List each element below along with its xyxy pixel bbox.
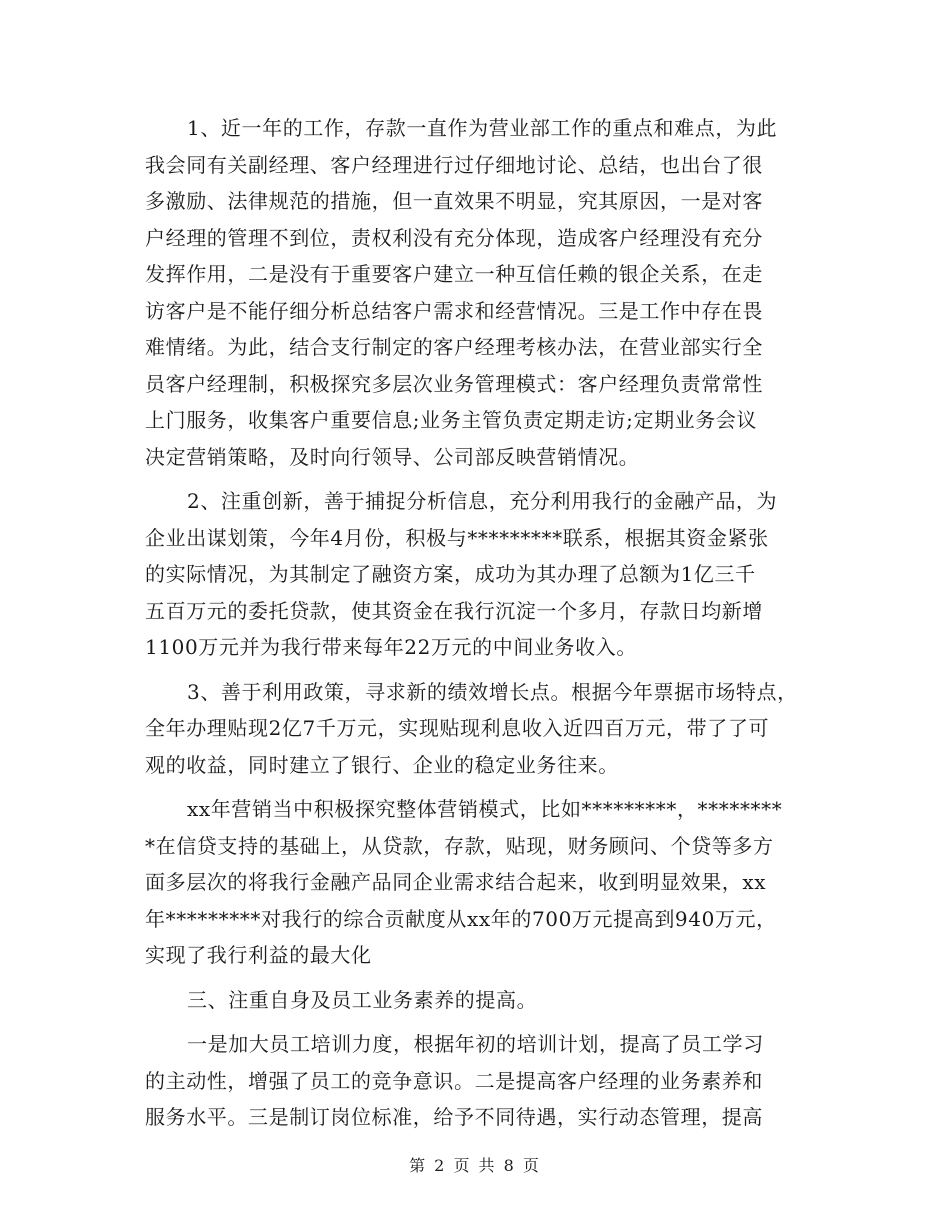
paragraph-gap: [145, 974, 825, 982]
paragraph-policy: [145, 674, 825, 784]
text-line: 企业出谋划策，今年4月份，积极与*********联系，根据其资金紧张: [145, 525, 769, 550]
text-line: 发挥作用，二是没有于重要客户建立一种互信任赖的银企关系，在走: [145, 262, 763, 286]
text-line: 3、善于利用政策，寻求新的绩效增长点。根据今年票据市场特点，: [187, 679, 798, 704]
paragraph-staff-training: [145, 1026, 825, 1136]
paragraph-deposit-work: [145, 110, 825, 475]
text-line: 1100万元并为我行带来每年22万元的中间业务收入。: [145, 635, 637, 659]
text-line: 观的收益，同时建立了银行、企业的稳定业务往来。: [145, 752, 619, 777]
paragraph-marketing-model: [145, 791, 825, 974]
text-line: 年*********对我行的综合贡献度从xx年的700万元提高到940万元，: [145, 906, 777, 931]
text-line: 服务水平。三是制订岗位标准，给予不同待遇，实行动态管理，提高: [145, 1105, 763, 1129]
section-heading-staff-quality: [145, 982, 825, 1019]
paragraph-gap: [145, 1018, 825, 1026]
text-line: 全年办理贴现2亿7千万元，实现贴现利息收入近四百万元，带了了可: [145, 716, 770, 740]
text-line: 我会同有关副经理、客户经理进行过仔细地讨论、总结，也出台了很: [145, 152, 763, 177]
text-line: 的主动性，增强了员工的竞争意识。二是提高客户经理的业务素养和: [145, 1068, 763, 1093]
page-number-footer: 第 2 页 共 8 页: [409, 1156, 541, 1175]
text-line: 上门服务，收集客户重要信息;业务主管负责定期走访;定期业务会议: [145, 408, 758, 432]
text-line: 多激励、法律规范的措施，但一直效果不明显，究其原因，一是对客: [145, 189, 763, 213]
document-body: [145, 110, 825, 1136]
text-line: 的实际情况，为其制定了融资方案，成功为其办理了总额为1亿三千: [145, 562, 756, 586]
section-heading: 三、注重自身及员工业务素养的提高。: [187, 987, 538, 1012]
text-line: 1、近一年的工作，存款一直作为营业部工作的重点和难点，为此: [187, 116, 778, 140]
text-line: 户经理的管理不到位，责权利没有充分体现，造成客户经理没有充分: [145, 225, 763, 250]
paragraph-gap: [145, 783, 825, 791]
text-line: 访客户是不能仔细分析总结客户需求和经营情况。三是工作中存在畏: [145, 298, 763, 323]
text-line: 员客户经理制，积极探究多层次业务管理模式：客户经理负责常常性: [145, 371, 763, 396]
paragraph-innovation: [145, 483, 825, 666]
text-line: 五百万元的委托贷款，使其资金在我行沉淀一个多月，存款日均新增: [145, 598, 763, 623]
paragraph-gap: [145, 475, 825, 483]
text-line: xx年营销当中积极探究整体营销模式，比如*********，********: [187, 797, 783, 821]
text-line: 实现了我行利益的最大化: [145, 943, 372, 967]
text-line: 难情绪。为此，结合支行制定的客户经理考核办法，在营业部实行全: [145, 335, 763, 359]
text-line: *在信贷支持的基础上，从贷款，存款，贴现，财务顾问、个贷等多方: [145, 833, 774, 858]
text-line: 决定营销策略，及时向行领导、公司部反映营销情况。: [145, 444, 640, 469]
text-line: 2、注重创新，善于捕捉分析信息，充分利用我行的金融产品，为: [187, 489, 778, 513]
text-line: 面多层次的将我行金融产品同企业需求结合起来，收到明显效果，xx: [145, 870, 767, 894]
paragraph-gap: [145, 666, 825, 674]
text-line: 一是加大员工培训力度，根据年初的培训计划，提高了员工学习: [187, 1032, 764, 1056]
